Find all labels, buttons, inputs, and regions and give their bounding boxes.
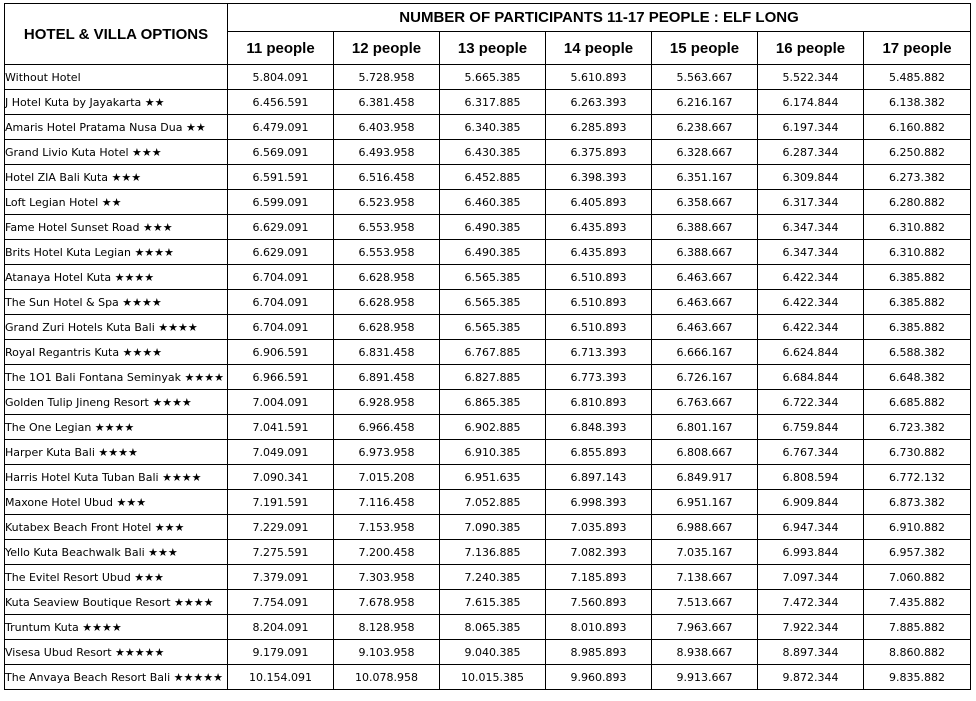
price-cell: 6.358.667 [652, 190, 758, 215]
table-row [5, 565, 971, 590]
price-table [4, 3, 971, 690]
price-cell: 6.510.893 [546, 290, 652, 315]
price-cell: 7.060.882 [864, 565, 971, 590]
price-cell: 6.490.385 [440, 215, 546, 240]
price-cell: 6.772.132 [864, 465, 971, 490]
price-cell: 7.379.091 [228, 565, 334, 590]
price-cell: 6.910.882 [864, 515, 971, 540]
price-cell: 9.835.882 [864, 665, 971, 690]
price-cell: 6.873.382 [864, 490, 971, 515]
price-cell: 6.666.167 [652, 340, 758, 365]
table-row [5, 540, 971, 565]
price-cell: 6.385.882 [864, 290, 971, 315]
price-cell: 6.385.882 [864, 315, 971, 340]
price-cell: 6.280.882 [864, 190, 971, 215]
price-cell: 6.801.167 [652, 415, 758, 440]
price-cell: 5.728.958 [334, 65, 440, 90]
hotel-name-cell: Without Hotel [5, 65, 228, 90]
price-cell: 7.615.385 [440, 590, 546, 615]
price-cell: 10.078.958 [334, 665, 440, 690]
price-cell: 6.685.882 [864, 390, 971, 415]
hotel-name-cell: The Evitel Resort Ubud ★★★ [5, 565, 228, 590]
price-cell: 6.310.882 [864, 240, 971, 265]
price-cell: 8.897.344 [758, 640, 864, 665]
price-cell: 6.160.882 [864, 115, 971, 140]
price-cell: 6.435.893 [546, 215, 652, 240]
price-cell: 6.928.958 [334, 390, 440, 415]
price-cell: 6.906.591 [228, 340, 334, 365]
hotel-name-cell: Grand Zuri Hotels Kuta Bali ★★★★ [5, 315, 228, 340]
price-cell: 6.317.344 [758, 190, 864, 215]
hotel-name-cell: The Sun Hotel & Spa ★★★★ [5, 290, 228, 315]
price-cell: 6.516.458 [334, 165, 440, 190]
price-cell: 6.347.344 [758, 215, 864, 240]
price-cell: 6.463.667 [652, 265, 758, 290]
price-cell: 6.810.893 [546, 390, 652, 415]
price-cell: 6.422.344 [758, 265, 864, 290]
price-cell: 7.052.885 [440, 490, 546, 515]
price-cell: 6.704.091 [228, 315, 334, 340]
price-cell: 6.628.958 [334, 315, 440, 340]
price-cell: 6.460.385 [440, 190, 546, 215]
price-cell: 6.704.091 [228, 265, 334, 290]
price-cell: 6.493.958 [334, 140, 440, 165]
price-cell: 10.015.385 [440, 665, 546, 690]
price-cell: 6.405.893 [546, 190, 652, 215]
price-cell: 7.229.091 [228, 515, 334, 540]
price-cell: 7.015.208 [334, 465, 440, 490]
hotel-name-cell: Brits Hotel Kuta Legian ★★★★ [5, 240, 228, 265]
price-cell: 6.381.458 [334, 90, 440, 115]
price-cell: 6.273.382 [864, 165, 971, 190]
price-cell: 7.560.893 [546, 590, 652, 615]
price-cell: 6.309.844 [758, 165, 864, 190]
price-cell: 7.082.393 [546, 540, 652, 565]
price-cell: 7.513.667 [652, 590, 758, 615]
table-body [5, 65, 971, 690]
price-cell: 7.035.167 [652, 540, 758, 565]
price-cell: 6.479.091 [228, 115, 334, 140]
price-cell: 6.463.667 [652, 315, 758, 340]
price-cell: 6.628.958 [334, 290, 440, 315]
price-cell: 6.317.885 [440, 90, 546, 115]
price-cell: 6.435.893 [546, 240, 652, 265]
header-row-top [5, 4, 971, 32]
table-row [5, 590, 971, 615]
price-cell: 8.985.893 [546, 640, 652, 665]
price-cell: 6.398.393 [546, 165, 652, 190]
hotel-name-cell: The 1O1 Bali Fontana Seminyak ★★★★ [5, 365, 228, 390]
price-cell: 6.629.091 [228, 215, 334, 240]
hotel-name-cell: Fame Hotel Sunset Road ★★★ [5, 215, 228, 240]
price-cell: 6.250.882 [864, 140, 971, 165]
price-cell: 6.808.594 [758, 465, 864, 490]
table-row [5, 240, 971, 265]
table-row [5, 465, 971, 490]
column-header: 14 people [546, 32, 652, 65]
price-cell: 10.154.091 [228, 665, 334, 690]
hotel-name-cell: The One Legian ★★★★ [5, 415, 228, 440]
table-row [5, 140, 971, 165]
price-cell: 6.730.882 [864, 440, 971, 465]
price-cell: 6.422.344 [758, 315, 864, 340]
price-cell: 6.388.667 [652, 240, 758, 265]
price-cell: 6.385.882 [864, 265, 971, 290]
hotel-name-cell: Hotel ZIA Bali Kuta ★★★ [5, 165, 228, 190]
price-cell: 6.490.385 [440, 240, 546, 265]
price-cell: 6.591.591 [228, 165, 334, 190]
price-cell: 9.103.958 [334, 640, 440, 665]
price-cell: 7.275.591 [228, 540, 334, 565]
price-cell: 6.628.958 [334, 265, 440, 290]
price-cell: 6.422.344 [758, 290, 864, 315]
price-cell: 8.860.882 [864, 640, 971, 665]
price-cell: 6.849.917 [652, 465, 758, 490]
hotel-name-cell: Royal Regantris Kuta ★★★★ [5, 340, 228, 365]
price-cell: 9.960.893 [546, 665, 652, 690]
hotel-name-cell: Golden Tulip Jineng Resort ★★★★ [5, 390, 228, 415]
price-cell: 6.767.885 [440, 340, 546, 365]
price-cell: 7.185.893 [546, 565, 652, 590]
column-header: 13 people [440, 32, 546, 65]
hotel-name-cell: Amaris Hotel Pratama Nusa Dua ★★ [5, 115, 228, 140]
table-row [5, 265, 971, 290]
table-row [5, 615, 971, 640]
table-row [5, 490, 971, 515]
table-row [5, 440, 971, 465]
price-cell: 6.773.393 [546, 365, 652, 390]
price-cell: 6.998.393 [546, 490, 652, 515]
price-cell: 6.624.844 [758, 340, 864, 365]
table-row [5, 65, 971, 90]
price-cell: 6.510.893 [546, 315, 652, 340]
table-row [5, 640, 971, 665]
price-cell: 6.993.844 [758, 540, 864, 565]
price-cell: 6.285.893 [546, 115, 652, 140]
price-cell: 6.831.458 [334, 340, 440, 365]
price-cell: 6.430.385 [440, 140, 546, 165]
price-cell: 6.523.958 [334, 190, 440, 215]
price-cell: 7.963.667 [652, 615, 758, 640]
price-cell: 9.040.385 [440, 640, 546, 665]
price-cell: 7.138.667 [652, 565, 758, 590]
price-cell: 7.116.458 [334, 490, 440, 515]
price-cell: 6.197.344 [758, 115, 864, 140]
price-cell: 5.522.344 [758, 65, 864, 90]
price-cell: 6.310.882 [864, 215, 971, 240]
price-cell: 8.128.958 [334, 615, 440, 640]
price-cell: 7.049.091 [228, 440, 334, 465]
price-cell: 6.263.393 [546, 90, 652, 115]
price-cell: 6.174.844 [758, 90, 864, 115]
price-cell: 6.910.385 [440, 440, 546, 465]
table-row [5, 665, 971, 690]
price-cell: 6.238.667 [652, 115, 758, 140]
hotel-name-cell: Truntum Kuta ★★★★ [5, 615, 228, 640]
column-header: 16 people [758, 32, 864, 65]
price-cell: 6.713.393 [546, 340, 652, 365]
price-cell: 8.204.091 [228, 615, 334, 640]
hotel-name-cell: Kutabex Beach Front Hotel ★★★ [5, 515, 228, 540]
price-cell: 6.351.167 [652, 165, 758, 190]
hotel-name-cell: J Hotel Kuta by Jayakarta ★★ [5, 90, 228, 115]
price-cell: 6.966.591 [228, 365, 334, 390]
table-row [5, 315, 971, 340]
price-cell: 5.665.385 [440, 65, 546, 90]
price-cell: 6.951.167 [652, 490, 758, 515]
table-row [5, 340, 971, 365]
price-cell: 7.136.885 [440, 540, 546, 565]
price-cell: 6.463.667 [652, 290, 758, 315]
price-cell: 7.922.344 [758, 615, 864, 640]
price-cell: 5.563.667 [652, 65, 758, 90]
price-cell: 6.723.382 [864, 415, 971, 440]
price-cell: 6.388.667 [652, 215, 758, 240]
price-cell: 6.865.385 [440, 390, 546, 415]
column-header: 17 people [864, 32, 971, 65]
table-row [5, 390, 971, 415]
price-cell: 6.340.385 [440, 115, 546, 140]
price-cell: 6.855.893 [546, 440, 652, 465]
price-cell: 6.565.385 [440, 265, 546, 290]
price-cell: 9.872.344 [758, 665, 864, 690]
column-header: 11 people [228, 32, 334, 65]
column-header: 12 people [334, 32, 440, 65]
price-cell: 6.138.382 [864, 90, 971, 115]
price-cell: 5.804.091 [228, 65, 334, 90]
hotel-name-cell: Kuta Seaview Boutique Resort ★★★★ [5, 590, 228, 615]
price-cell: 6.599.091 [228, 190, 334, 215]
price-cell: 6.704.091 [228, 290, 334, 315]
price-cell: 7.035.893 [546, 515, 652, 540]
hotel-name-cell: Maxone Hotel Ubud ★★★ [5, 490, 228, 515]
table-row [5, 415, 971, 440]
price-cell: 6.375.893 [546, 140, 652, 165]
price-cell: 7.090.341 [228, 465, 334, 490]
price-cell: 6.403.958 [334, 115, 440, 140]
price-cell: 6.947.344 [758, 515, 864, 540]
price-cell: 6.767.344 [758, 440, 864, 465]
price-cell: 6.726.167 [652, 365, 758, 390]
price-cell: 6.973.958 [334, 440, 440, 465]
price-cell: 7.004.091 [228, 390, 334, 415]
price-cell: 6.827.885 [440, 365, 546, 390]
participants-group-header: NUMBER OF PARTICIPANTS 11-17 PEOPLE : ELF LONG [228, 4, 971, 32]
price-cell: 7.191.591 [228, 490, 334, 515]
price-cell: 6.553.958 [334, 215, 440, 240]
price-cell: 6.951.635 [440, 465, 546, 490]
price-cell: 6.891.458 [334, 365, 440, 390]
hotel-name-cell: Yello Kuta Beachwalk Bali ★★★ [5, 540, 228, 565]
price-cell: 6.988.667 [652, 515, 758, 540]
price-cell: 6.808.667 [652, 440, 758, 465]
price-cell: 6.957.382 [864, 540, 971, 565]
table-row [5, 90, 971, 115]
hotel-name-cell: Grand Livio Kuta Hotel ★★★ [5, 140, 228, 165]
price-cell: 7.472.344 [758, 590, 864, 615]
price-cell: 6.452.885 [440, 165, 546, 190]
price-cell: 6.510.893 [546, 265, 652, 290]
price-cell: 6.966.458 [334, 415, 440, 440]
price-cell: 7.240.385 [440, 565, 546, 590]
price-cell: 6.763.667 [652, 390, 758, 415]
table-row [5, 515, 971, 540]
table-row [5, 165, 971, 190]
price-cell: 6.565.385 [440, 290, 546, 315]
hotel-options-header: HOTEL & VILLA OPTIONS [5, 4, 228, 65]
price-cell: 7.678.958 [334, 590, 440, 615]
price-cell: 8.065.385 [440, 615, 546, 640]
price-cell: 8.010.893 [546, 615, 652, 640]
price-cell: 6.565.385 [440, 315, 546, 340]
price-cell: 7.303.958 [334, 565, 440, 590]
price-cell: 6.629.091 [228, 240, 334, 265]
table-row [5, 215, 971, 240]
price-cell: 6.902.885 [440, 415, 546, 440]
price-cell: 5.610.893 [546, 65, 652, 90]
price-cell: 6.909.844 [758, 490, 864, 515]
price-cell: 7.200.458 [334, 540, 440, 565]
price-cell: 6.684.844 [758, 365, 864, 390]
hotel-name-cell: The Anvaya Beach Resort Bali ★★★★★ [5, 665, 228, 690]
price-cell: 9.179.091 [228, 640, 334, 665]
table-row [5, 190, 971, 215]
price-cell: 7.153.958 [334, 515, 440, 540]
price-cell: 6.216.167 [652, 90, 758, 115]
table-row [5, 365, 971, 390]
column-header: 15 people [652, 32, 758, 65]
hotel-name-cell: Atanaya Hotel Kuta ★★★★ [5, 265, 228, 290]
price-cell: 7.097.344 [758, 565, 864, 590]
hotel-name-cell: Visesa Ubud Resort ★★★★★ [5, 640, 228, 665]
price-cell: 6.897.143 [546, 465, 652, 490]
table-row [5, 115, 971, 140]
price-cell: 6.588.382 [864, 340, 971, 365]
price-cell: 6.759.844 [758, 415, 864, 440]
price-cell: 6.569.091 [228, 140, 334, 165]
hotel-name-cell: Harris Hotel Kuta Tuban Bali ★★★★ [5, 465, 228, 490]
price-cell: 7.885.882 [864, 615, 971, 640]
price-cell: 7.090.385 [440, 515, 546, 540]
price-cell: 6.722.344 [758, 390, 864, 415]
price-cell: 6.848.393 [546, 415, 652, 440]
table-row [5, 290, 971, 315]
price-cell: 7.041.591 [228, 415, 334, 440]
price-cell: 6.553.958 [334, 240, 440, 265]
price-cell: 6.328.667 [652, 140, 758, 165]
price-cell: 6.456.591 [228, 90, 334, 115]
price-cell: 7.754.091 [228, 590, 334, 615]
hotel-name-cell: Loft Legian Hotel ★★ [5, 190, 228, 215]
price-cell: 6.287.344 [758, 140, 864, 165]
price-cell: 7.435.882 [864, 590, 971, 615]
hotel-name-cell: Harper Kuta Bali ★★★★ [5, 440, 228, 465]
price-cell: 6.347.344 [758, 240, 864, 265]
price-cell: 5.485.882 [864, 65, 971, 90]
price-cell: 8.938.667 [652, 640, 758, 665]
price-cell: 6.648.382 [864, 365, 971, 390]
price-cell: 9.913.667 [652, 665, 758, 690]
